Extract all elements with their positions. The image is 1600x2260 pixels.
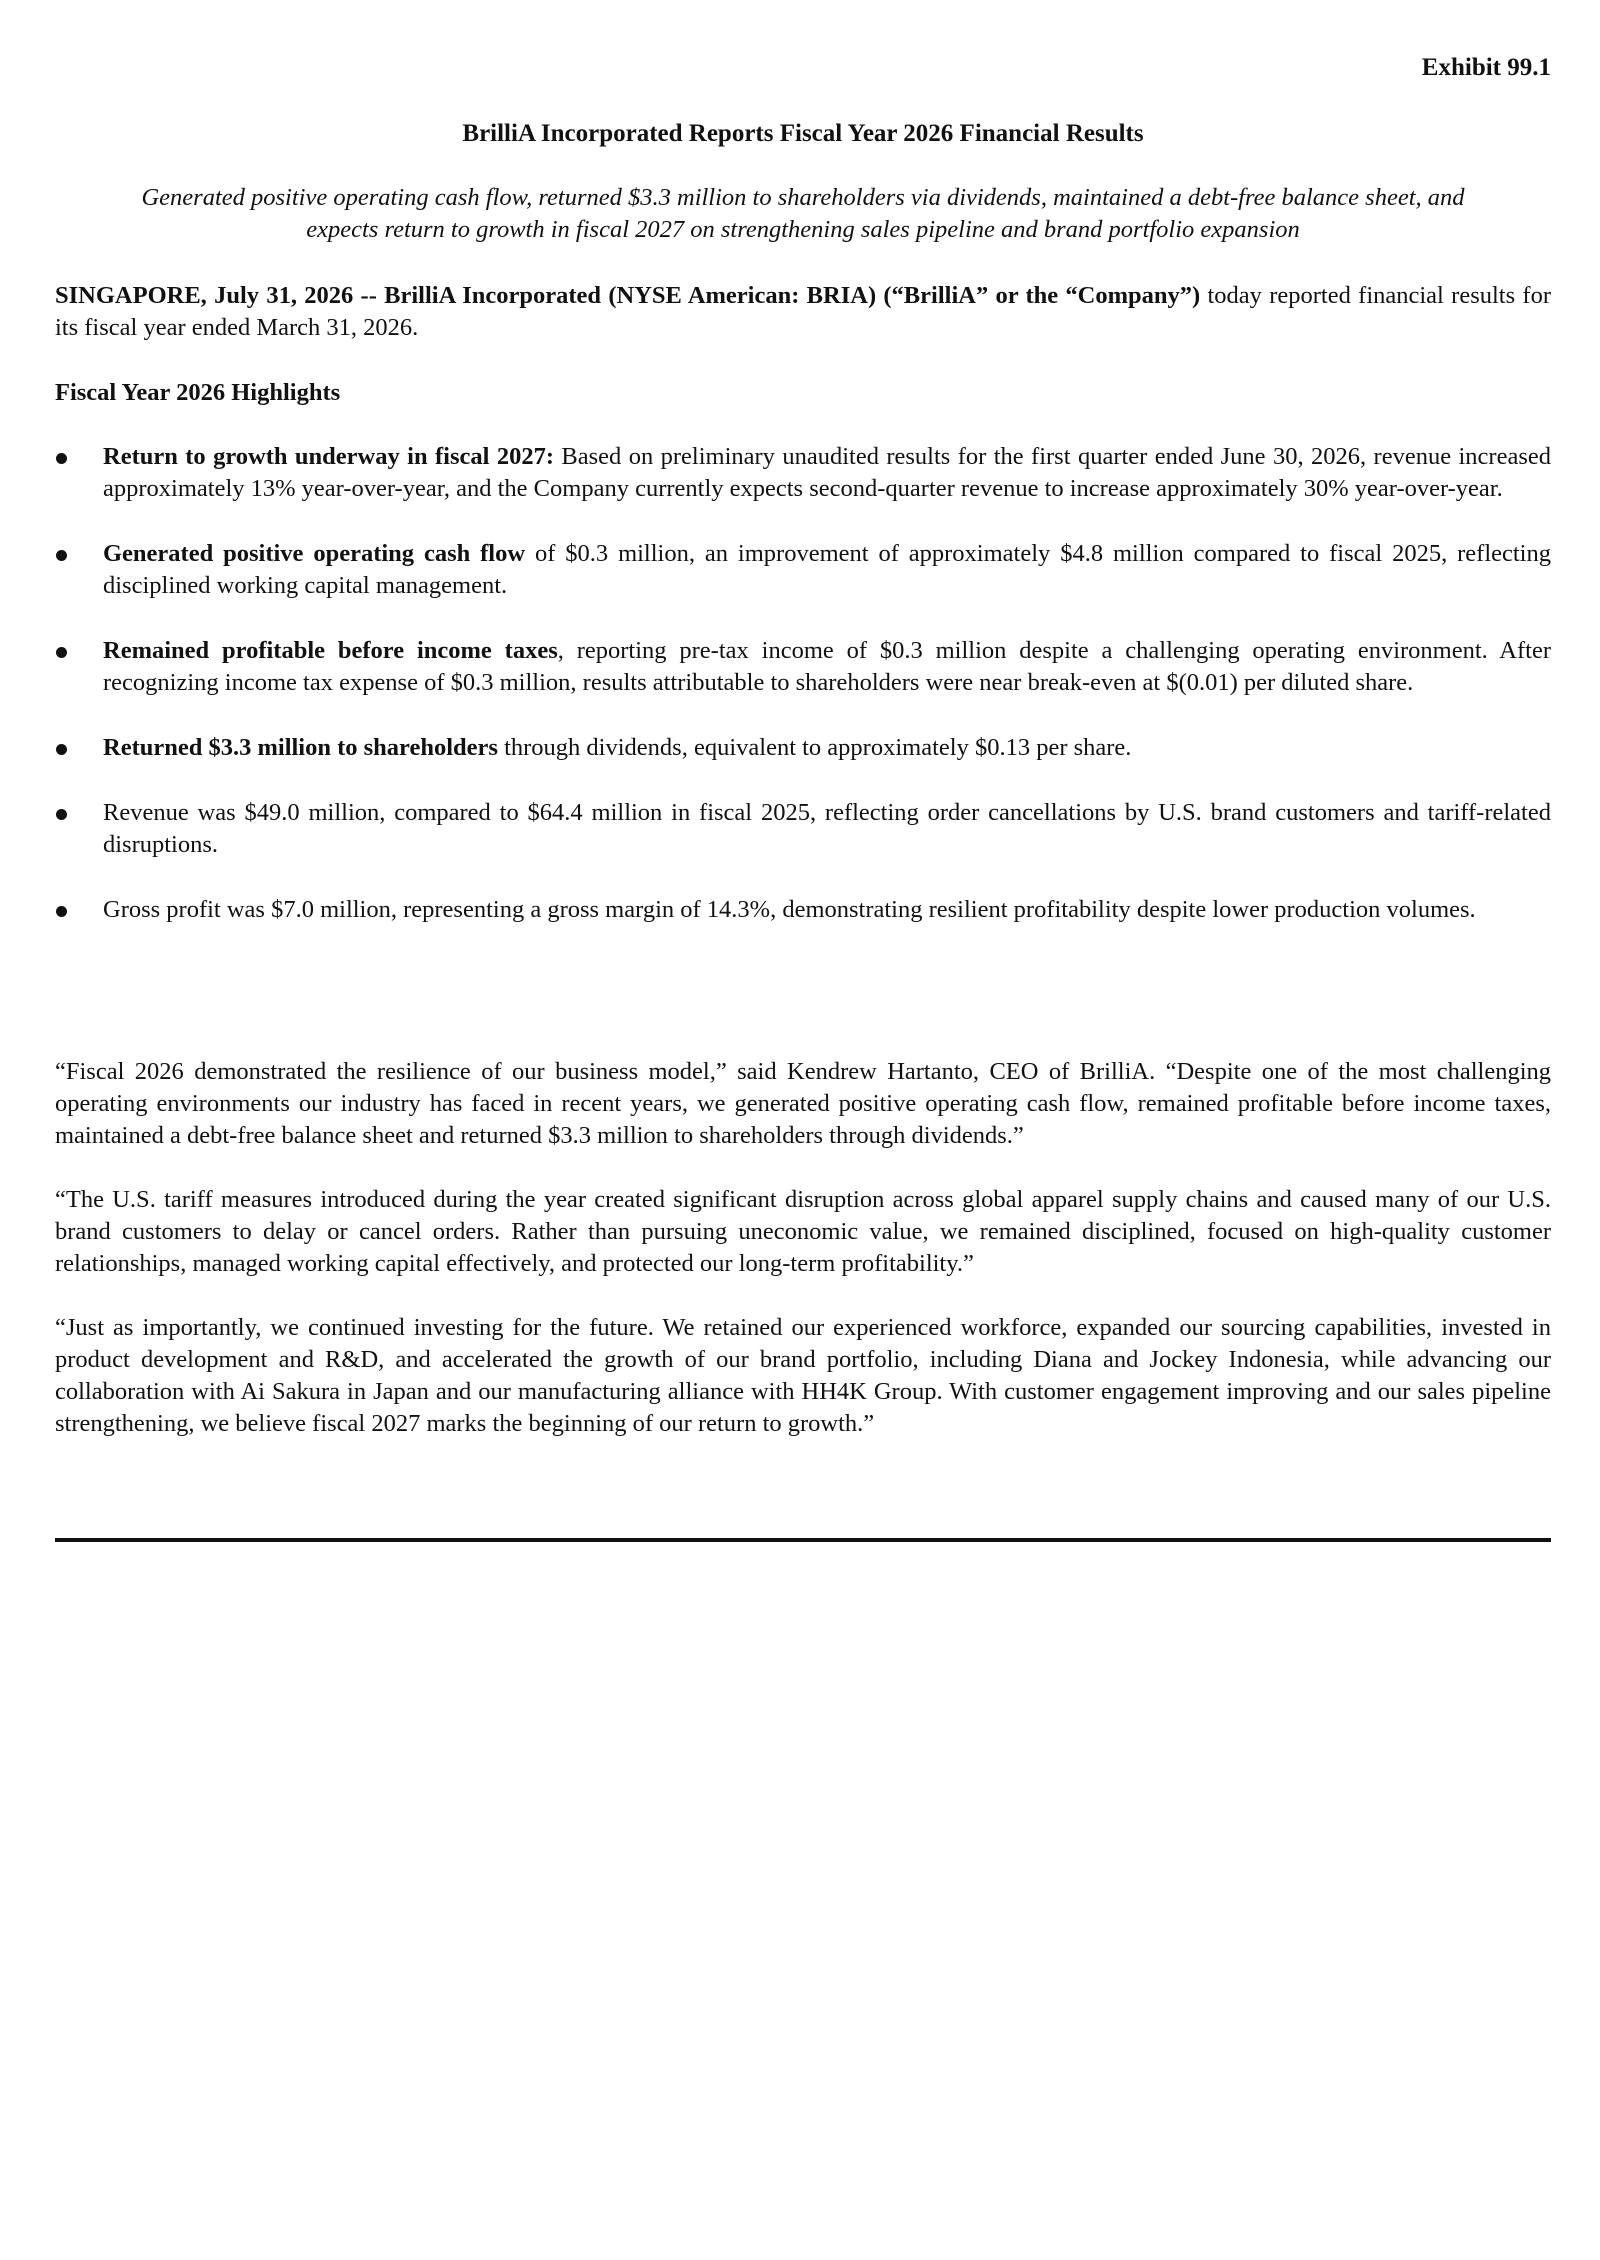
highlight-text: , reporting pre-tax income of $0.3 million despite a challenging operating environment. After recognizing income tax expense of $0.3 million, results attributable to shareholders were near break-even at $(0.01) per diluted share. — [103, 637, 1551, 696]
highlight-text: Revenue was $49.0 million, compared to $64.4 million in fiscal 2025, reflecting order cancellations by U.S. brand customers and tariff-related disruptions. — [103, 799, 1551, 858]
ceo-quotes — [55, 1056, 1551, 1472]
quote-paragraph: “Fiscal 2026 demonstrated the resilience of our business model,” said Kendrew Hartanto, CEO of BrilliA. “Despite one of the most challenging operating environments our industry has faced in recent years, we generated positive operating cash flow, remained profitable before income taxes, maintained a debt-free balance sheet and returned $3.3 million to shareholders through dividends.” — [55, 1058, 1551, 1149]
section-divider — [55, 1538, 1551, 1542]
document-title: BrilliA Incorporated Reports Fiscal Year 2026 Financial Results — [462, 120, 1144, 147]
document-subtitle — [55, 182, 1551, 246]
highlight-text: through dividends, equivalent to approximately $0.13 per share. — [497, 734, 1132, 761]
highlight-text: Gross profit was $7.0 million, representing a gross margin of 14.3%, demonstrating resilient profitability despite lower production volumes. — [103, 896, 1476, 923]
intro-paragraph — [55, 280, 1551, 344]
highlight-item — [55, 441, 1551, 505]
highlight-text: of $0.3 million, an improvement of approximately $4.8 million compared to fiscal 2025, reflecting disciplined working capital management. — [103, 540, 1551, 599]
subtitle-line-2: expects return to growth in fiscal 2027 on strengthening sales pipeline and brand portfolio expansion — [306, 216, 1300, 243]
highlights-list — [55, 441, 1551, 959]
highlight-bold: Return to growth underway in fiscal 2027: — [103, 443, 554, 470]
highlight-item — [55, 797, 1551, 861]
subtitle-line-1: Generated positive operating cash flow, returned $3.3 million to shareholders via dividends, maintained a debt-free balance sheet, and — [141, 184, 1465, 211]
intro-text: today reported financial results for its fiscal year ended March 31, 2026. — [55, 282, 1551, 341]
highlight-bold: Generated positive operating cash flow — [103, 540, 526, 567]
highlight-item — [55, 894, 1551, 926]
highlights-heading: Fiscal Year 2026 Highlights — [55, 379, 341, 406]
highlight-bold: Remained profitable before income taxes — [103, 637, 558, 664]
quote-paragraph: “Just as importantly, we continued investing for the future. We retained our experienced workforce, expanded our sourcing capabilities, invested in product development and R&D, and accelerated the growth of our brand portfolio, including Diana and Jockey Indonesia, while advancing our collaboration with Ai Sakura in Japan and our manufacturing alliance with HH4K Group. With customer engagement improving and our sales pipeline strengthening, we believe fiscal 2027 marks the beginning of our return to growth.” — [55, 1314, 1551, 1437]
intro-lead: SINGAPORE, July 31, 2026 -- BrilliA Incorporated (NYSE American: BRIA) (“BrilliA” or the “Company”) — [55, 282, 1201, 309]
quote-paragraph: “The U.S. tariff measures introduced during the year created significant disruption across global apparel supply chains and caused many of our U.S. brand customers to delay or cancel orders. Rather than pursuing uneconomic value, we remained disciplined, focused on high-quality customer relationships, managed working capital effectively, and protected our long-term profitability.” — [55, 1186, 1551, 1277]
highlight-item — [55, 732, 1551, 764]
highlight-bold: Returned $3.3 million to shareholders — [103, 734, 498, 761]
highlight-text: Based on preliminary unaudited results for the first quarter ended June 30, 2026, revenue increased approximately 13% year-over-year, and the Company currently expects second-quarter revenue to increase approximately 30% year-over-year. — [103, 443, 1551, 502]
exhibit-label: Exhibit 99.1 — [1421, 54, 1551, 81]
highlight-item — [55, 538, 1551, 602]
highlight-item — [55, 635, 1551, 699]
